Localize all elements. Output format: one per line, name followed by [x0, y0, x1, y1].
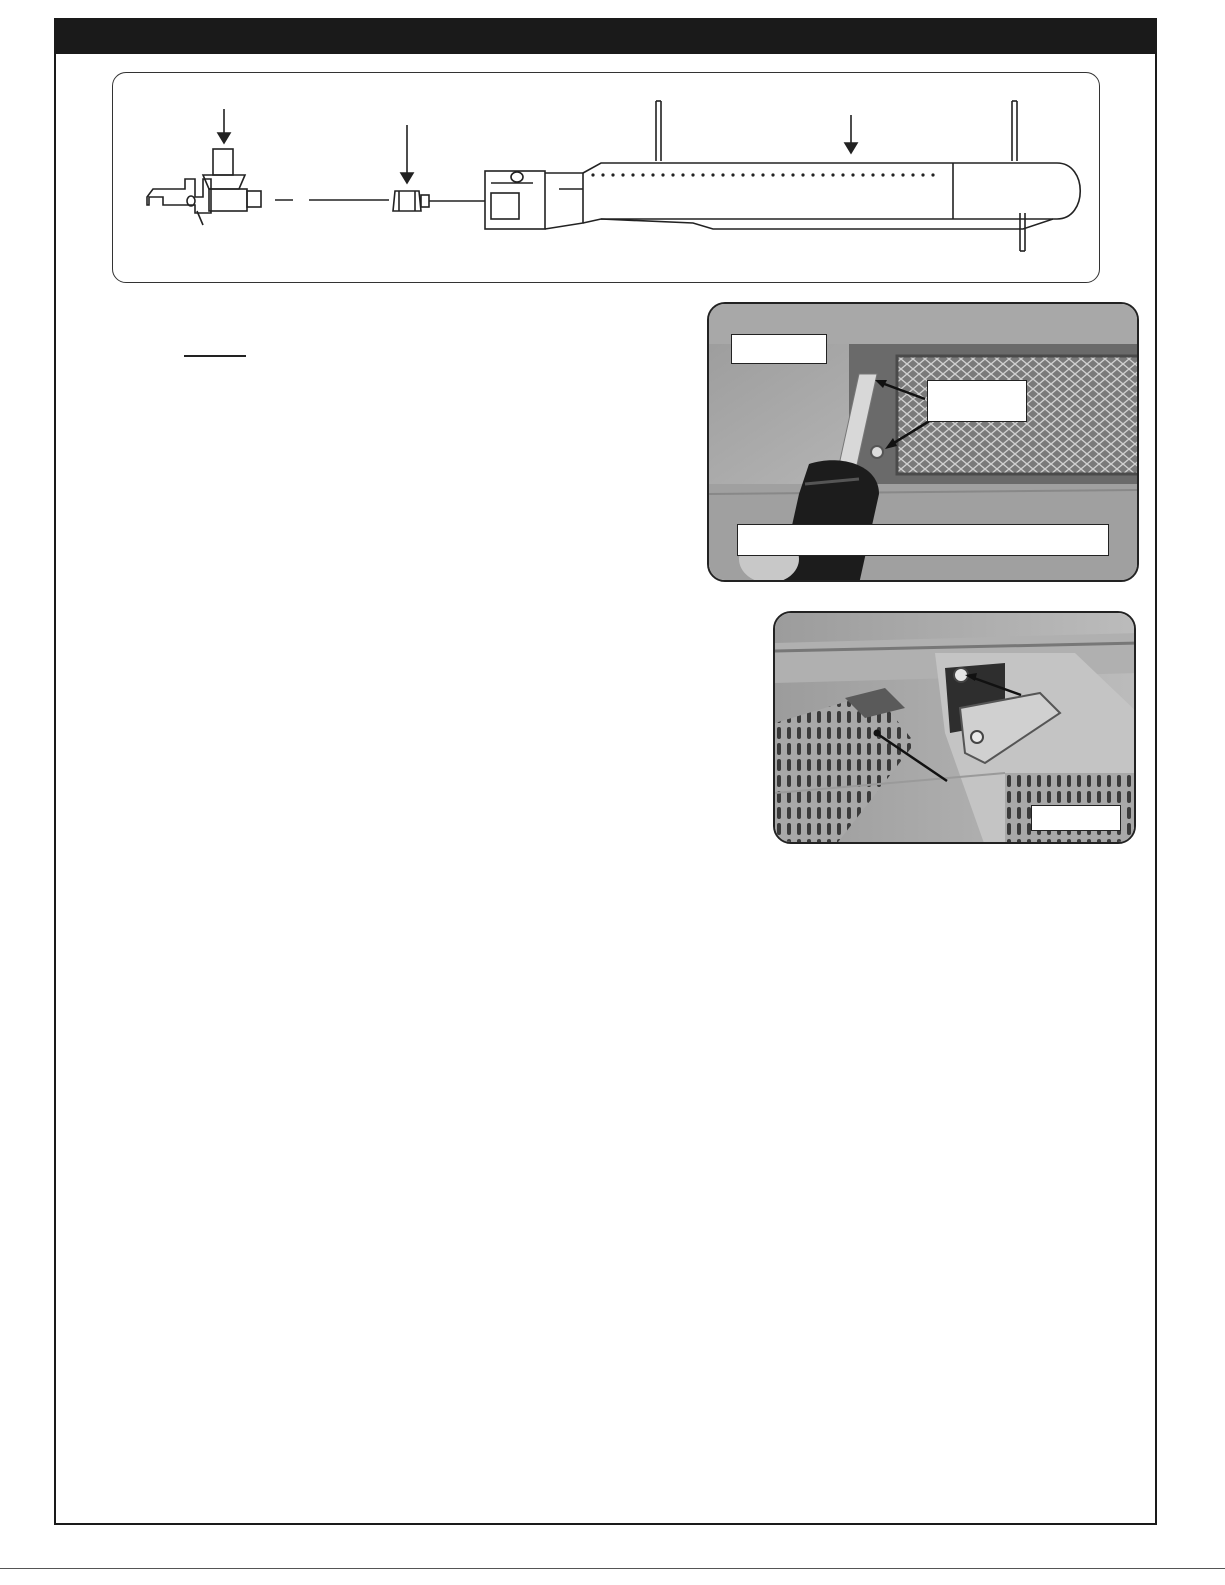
burner-diagram [113, 73, 1101, 284]
burner-port-holes [591, 173, 934, 176]
orifice-arrow-icon [401, 125, 413, 183]
caption-box [737, 524, 1109, 556]
callout-label-box [927, 380, 1027, 422]
valve-arrow-icon [218, 109, 230, 143]
burner-arrow-icon [845, 115, 857, 153]
underline-mark [184, 355, 246, 357]
figure-label-box-2 [1031, 805, 1121, 831]
footer-rule [0, 1568, 1225, 1569]
figure-label-box [731, 334, 827, 364]
control-valve-icon [147, 149, 261, 225]
photo-burner-bracket [773, 611, 1136, 844]
burner-diagram-panel [112, 72, 1100, 283]
orifice-icon [393, 191, 429, 211]
photo-screwdriver-removal [707, 302, 1139, 582]
